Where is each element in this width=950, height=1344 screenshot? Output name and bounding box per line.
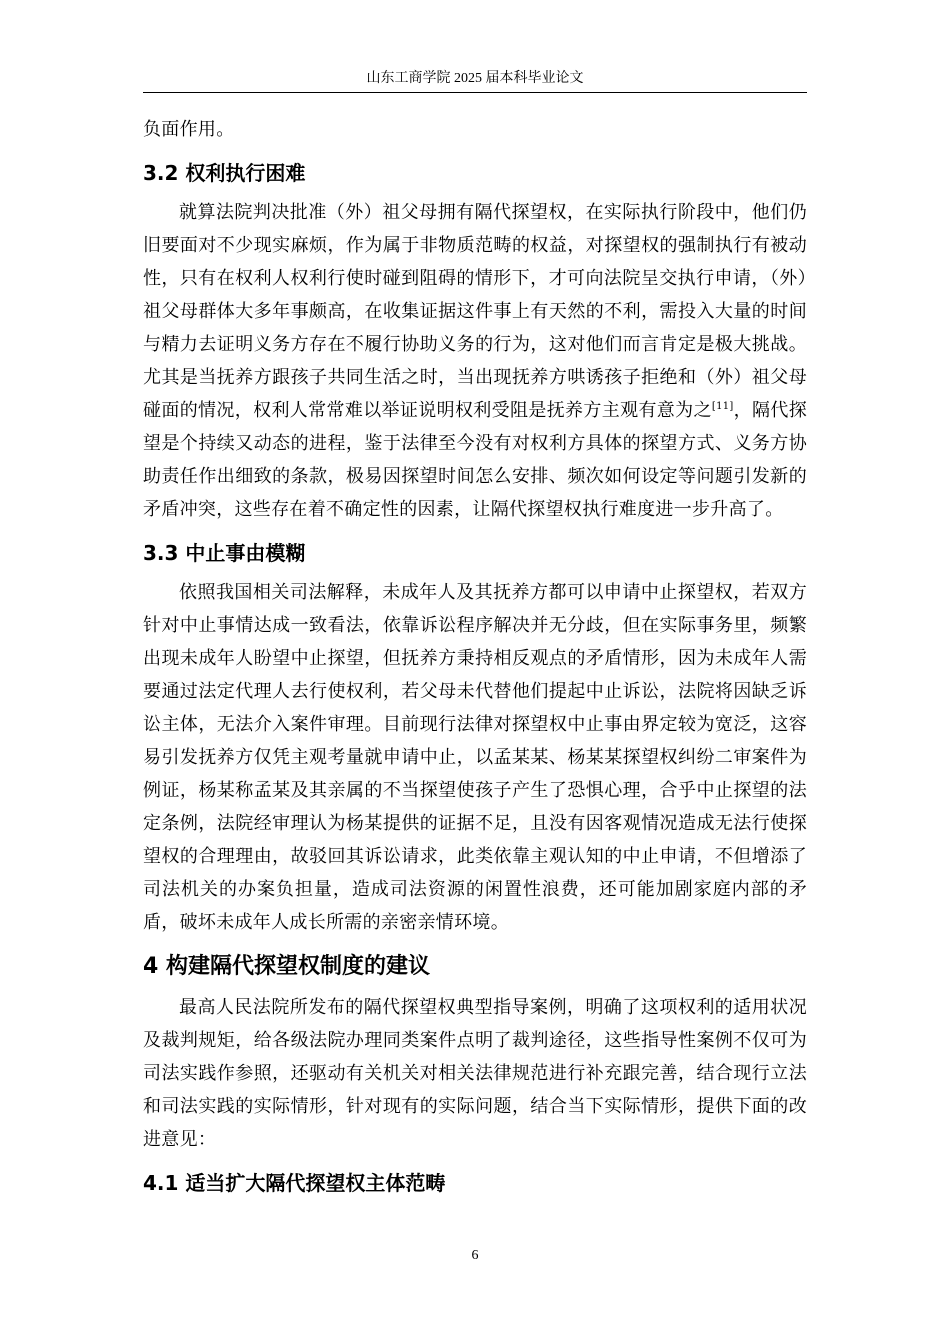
section-heading-3-2: 3.2 权利执行困难 [143, 161, 306, 185]
paragraph-3-2 [143, 196, 807, 526]
paragraph-continuation: 负面作用。 [143, 119, 235, 140]
page-header-title: 山东工商学院 2025 届本科毕业论文 [366, 71, 584, 86]
page-number: 6 [471, 1248, 479, 1263]
document-body [143, 113, 807, 1206]
header-divider [143, 92, 807, 93]
citation-11: [11] [711, 401, 734, 412]
chapter-heading-4: 4 构建隔代探望权制度的建议 [143, 954, 430, 979]
paragraph-3-2-part-a: 就算法院判决批准（外）祖父母拥有隔代探望权，在实际执行阶段中，他们仍旧要面对不少现实麻烦，作为属于非物质范畴的权益，对探望权的强制执行有被动性，只有在权利人权利行使时碰到阻碍的情形下，才可向法院呈交执行申请，（外）祖父母群体大多年事颇高，在收集证据这件事上有天然的不利，需投入大量的时间与精力去证明义务方存在不履行协助义务的行为，这对他们而言肯定是极大挑战。尤其是当抚养方跟孩子共同生活之时，当出现抚养方哄诱孩子拒绝和（外）祖父母碰面的情况，权利人常常难以举证说明权利受阻是抚养方主观有意为之 [143, 202, 807, 421]
paragraph-4: 最高人民法院所发布的隔代探望权典型指导案例，明确了这项权利的适用状况及裁判规矩，给各级法院办理同类案件点明了裁判途径，这些指导性案例不仅可为司法实践作参照，还驱动有关机关对相关法律规范进行补充跟完善，结合现行立法和司法实践的实际情形，针对现有的实际问题，结合当下实际情形，提供下面的改进意见： [143, 997, 807, 1150]
section-heading-3-3: 3.3 中止事由模糊 [143, 541, 306, 565]
section-heading-4-1: 4.1 适当扩大隔代探望权主体范畴 [143, 1171, 446, 1195]
paragraph-3-3: 依照我国相关司法解释，未成年人及其抚养方都可以申请中止探望权，若双方针对中止事情达成一致看法，依靠诉讼程序解决并无分歧，但在实际事务里，频繁出现未成年人盼望中止探望，但抚养方秉持相反观点的矛盾情形，因为未成年人需要通过法定代理人去行使权利，若父母未代替他们提起中止诉讼，法院将因缺乏诉讼主体，无法介入案件审理。目前现行法律对探望权中止事由界定较为宽泛，这容易引发抚养方仅凭主观考量就申请中止，以孟某某、杨某某探望权纠纷二审案件为例证，杨某称孟某及其亲属的不当探望使孩子产生了恐惧心理，合乎中止探望的法定条例，法院经审理认为杨某提供的证据不足，且没有因客观情况造成无法行使探望权的合理理由，故驳回其诉讼请求，此类依靠主观认知的中止申请，不但增添了司法机关的办案负担量，造成司法资源的闲置性浪费，还可能加剧家庭内部的矛盾，破坏未成年人成长所需的亲密亲情环境。 [143, 582, 807, 933]
paragraph-3-2-part-b: ，隔代探望是个持续又动态的进程，鉴于法律至今没有对权利方具体的探望方式、义务方协助责任作出细致的条款，极易因探望时间怎么安排、频次如何设定等问题引发新的矛盾冲突，这些存在着不确定性的因素，让隔代探望权执行难度进一步升高了。 [143, 400, 808, 520]
